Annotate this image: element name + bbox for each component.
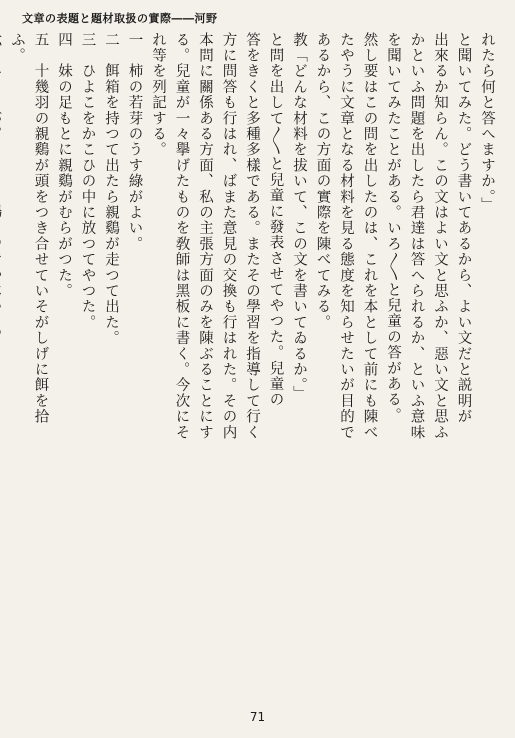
list-item: 五 十幾羽の親鷄が頭をつき合せていそがしげに餌を拾 (32, 32, 49, 425)
text-line: 出來るか知らん。この文はよい文と思ふか、惡い文と思ふ (432, 32, 448, 441)
text-line: たやうに文章となる材料を見る態度を知らせたいが目的で (338, 32, 354, 441)
list-item: 二 餌箱を持つて出たら親鷄が走つて出た。 (103, 32, 119, 346)
text-line: 方に問答も行はれ、ばまた意見の交換も行はれた。その内 (220, 32, 237, 441)
text-line: 答をきくと多種多樣である。またその學習を指導して行く (244, 32, 260, 441)
text-line: 本問に關係ある方面、私の主張方面のみを陳ぶることにす (197, 32, 213, 441)
text-line: 教「どんな材料を拔いて、この文を書いてゐるか。」 (291, 32, 307, 402)
list-item (0, 32, 5, 688)
list-item: ふ。 (9, 32, 25, 64)
text-line: と問を出して〳〵と兒童に發表させてやつた。兒童の (267, 32, 284, 408)
list-item: 三 ひよこをかこひの中に放つてやつた。 (79, 32, 96, 331)
page-number: 71 (249, 710, 266, 724)
text-line: 然し要はこの問を出したのは、これを本として前にも陳べ (361, 32, 378, 441)
list-item: 一 柿の若芽のうす綠がよい。 (126, 32, 143, 252)
text-line: る。兒童が一々擧げたものを敎師は黑板に書く。今次にそ (173, 32, 190, 441)
text-line: れたら何と答へますか。」 (479, 32, 495, 214)
text-line: かといふ問題を出したら君達は答へられるか、といふ意味 (408, 32, 425, 441)
list-item: 四 妹の足もとに親鷄がむらがつた。 (56, 32, 72, 299)
text-line: あるから、この方面の實際を陳べてみる。 (314, 32, 331, 331)
text-line: れ等を列記する。 (150, 32, 166, 158)
running-head: 文章の表題と題材取扱の實際――河野 (22, 12, 218, 25)
text-line: を聞いてみたことがある。いろ〳〵と兒童の答がある。 (385, 32, 401, 424)
text-line: と聞いてみた。どう書いてあるから、よい文だと説明が (455, 32, 472, 425)
body-text (9, 32, 498, 688)
